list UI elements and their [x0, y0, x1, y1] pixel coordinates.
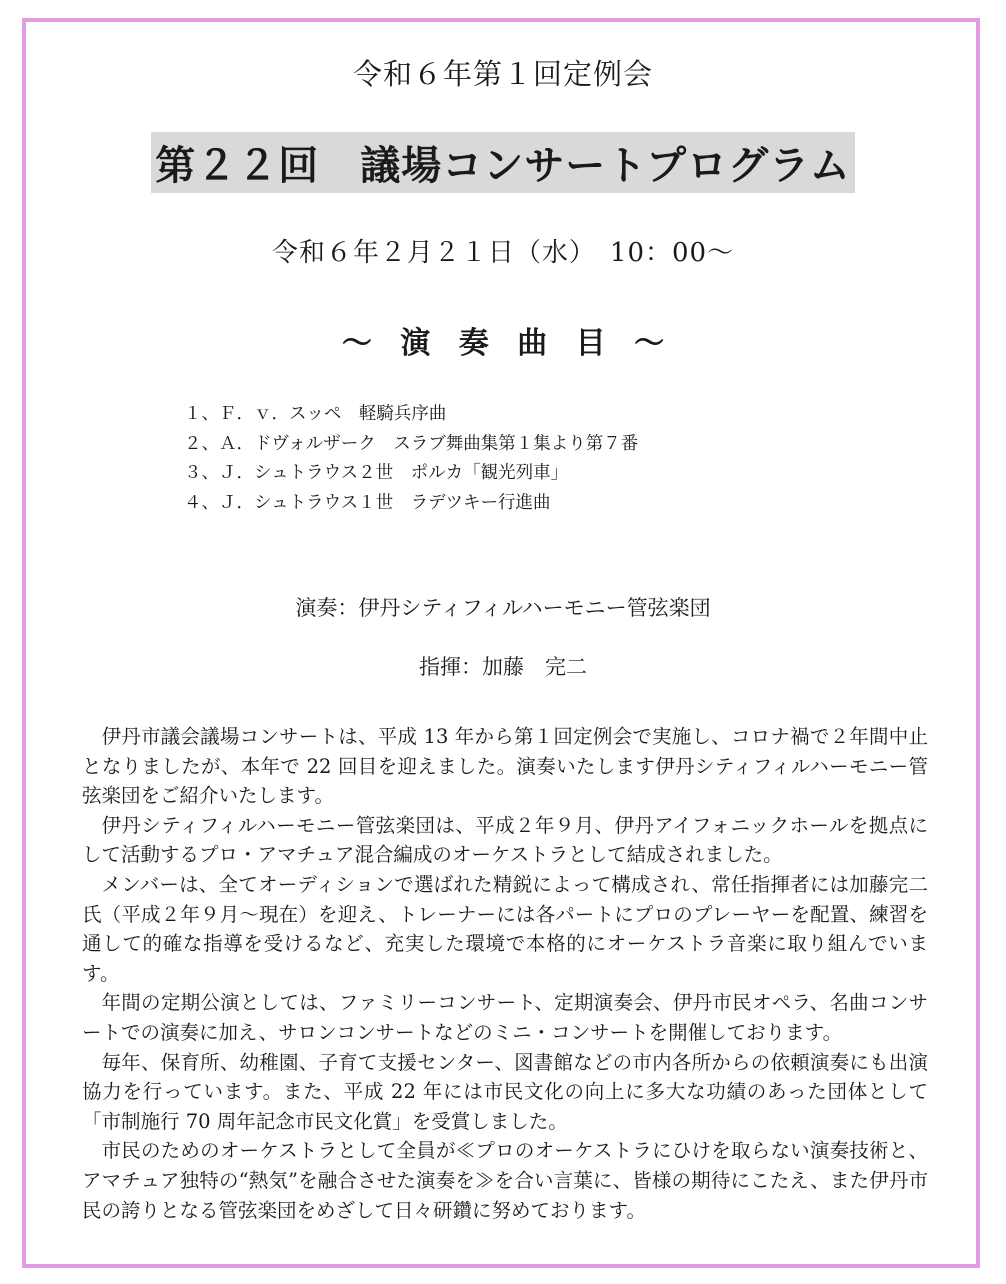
paragraph: 市民のためのオーケストラとして全員が≪プロのオーケストラにひけを取らない演奏技術と、アマチュア独特の“熱気”を融合させた演奏を≫を合い言葉に、皆様の期待にこたえ、また伊丹市民の誇りとなる管弦楽団をめざして日々研鑽に努めております。 — [82, 1139, 928, 1222]
paragraph: 年間の定期公演としては、ファミリーコンサート、定期演奏会、伊丹市民オペラ、名曲コンサートでの演奏に加え、サロンコンサートなどのミニ・コンサートを開催しております。 — [82, 991, 928, 1044]
program-item: ４、Ｊ．シュトラウス１世 ラデツキー行進曲 — [184, 492, 551, 513]
program-item: ３、Ｊ．シュトラウス２世 ポルカ「観光列車」 — [184, 463, 569, 483]
conductor: 指揮：加藤 完二 — [419, 655, 587, 679]
title-wrapper — [0, 132, 1006, 193]
performer: 演奏：伊丹シティフィルハーモニー管弦楽団 — [295, 596, 711, 620]
program-list — [184, 400, 638, 518]
paragraph: 伊丹市議会議場コンサートは、平成 13 年から第１回定例会で実施し、コロナ禍で２年間中止となりましたが、本年で 22 回目を迎えました。演奏いたします伊丹シティフィルハーモニー管弦楽団をご紹介いたします。 — [82, 725, 928, 808]
concert-date: 令和６年２月２１日（水） 10：00～ — [271, 238, 735, 268]
session-title: 令和６年第１回定例会 — [352, 57, 653, 91]
program-heading: ～ 演 奏 曲 目 ～ — [341, 326, 665, 361]
paragraph: メンバーは、全てオーディションで選ばれた精鋭によって構成され、常任指揮者には加藤完二氏（平成２年９月～現在）を迎え、トレーナーには各パートにプロのプレーヤーを配置、練習を通して的確な指導を受けるなど、充実した環境で本格的にオーケストラ音楽に取り組んでいます。 — [82, 872, 929, 985]
paragraph: 毎年、保育所、幼稚園、子育て支援センター、図書館などの市内各所からの依頼演奏にも出演協力を行っています。また、平成 22 年には市民文化の向上に多大な功績のあった団体として「市制施行 70 周年記念市民文化賞」を受賞しました。 — [82, 1050, 928, 1133]
concert-title: 第２２回 議場コンサートプログラム — [151, 132, 854, 193]
description-body — [82, 722, 928, 1225]
program-item: １、Ｆ．ｖ．スッペ 軽騎兵序曲 — [184, 404, 447, 424]
program-item: ２、Ａ．ドヴォルザーク スラブ舞曲集第１集より第７番 — [184, 433, 639, 454]
paragraph: 伊丹シティフィルハーモニー管弦楽団は、平成２年９月、伊丹アイフォニックホールを拠点にして活動するプロ・アマチュア混合編成のオーケストラとして結成されました。 — [82, 813, 928, 867]
